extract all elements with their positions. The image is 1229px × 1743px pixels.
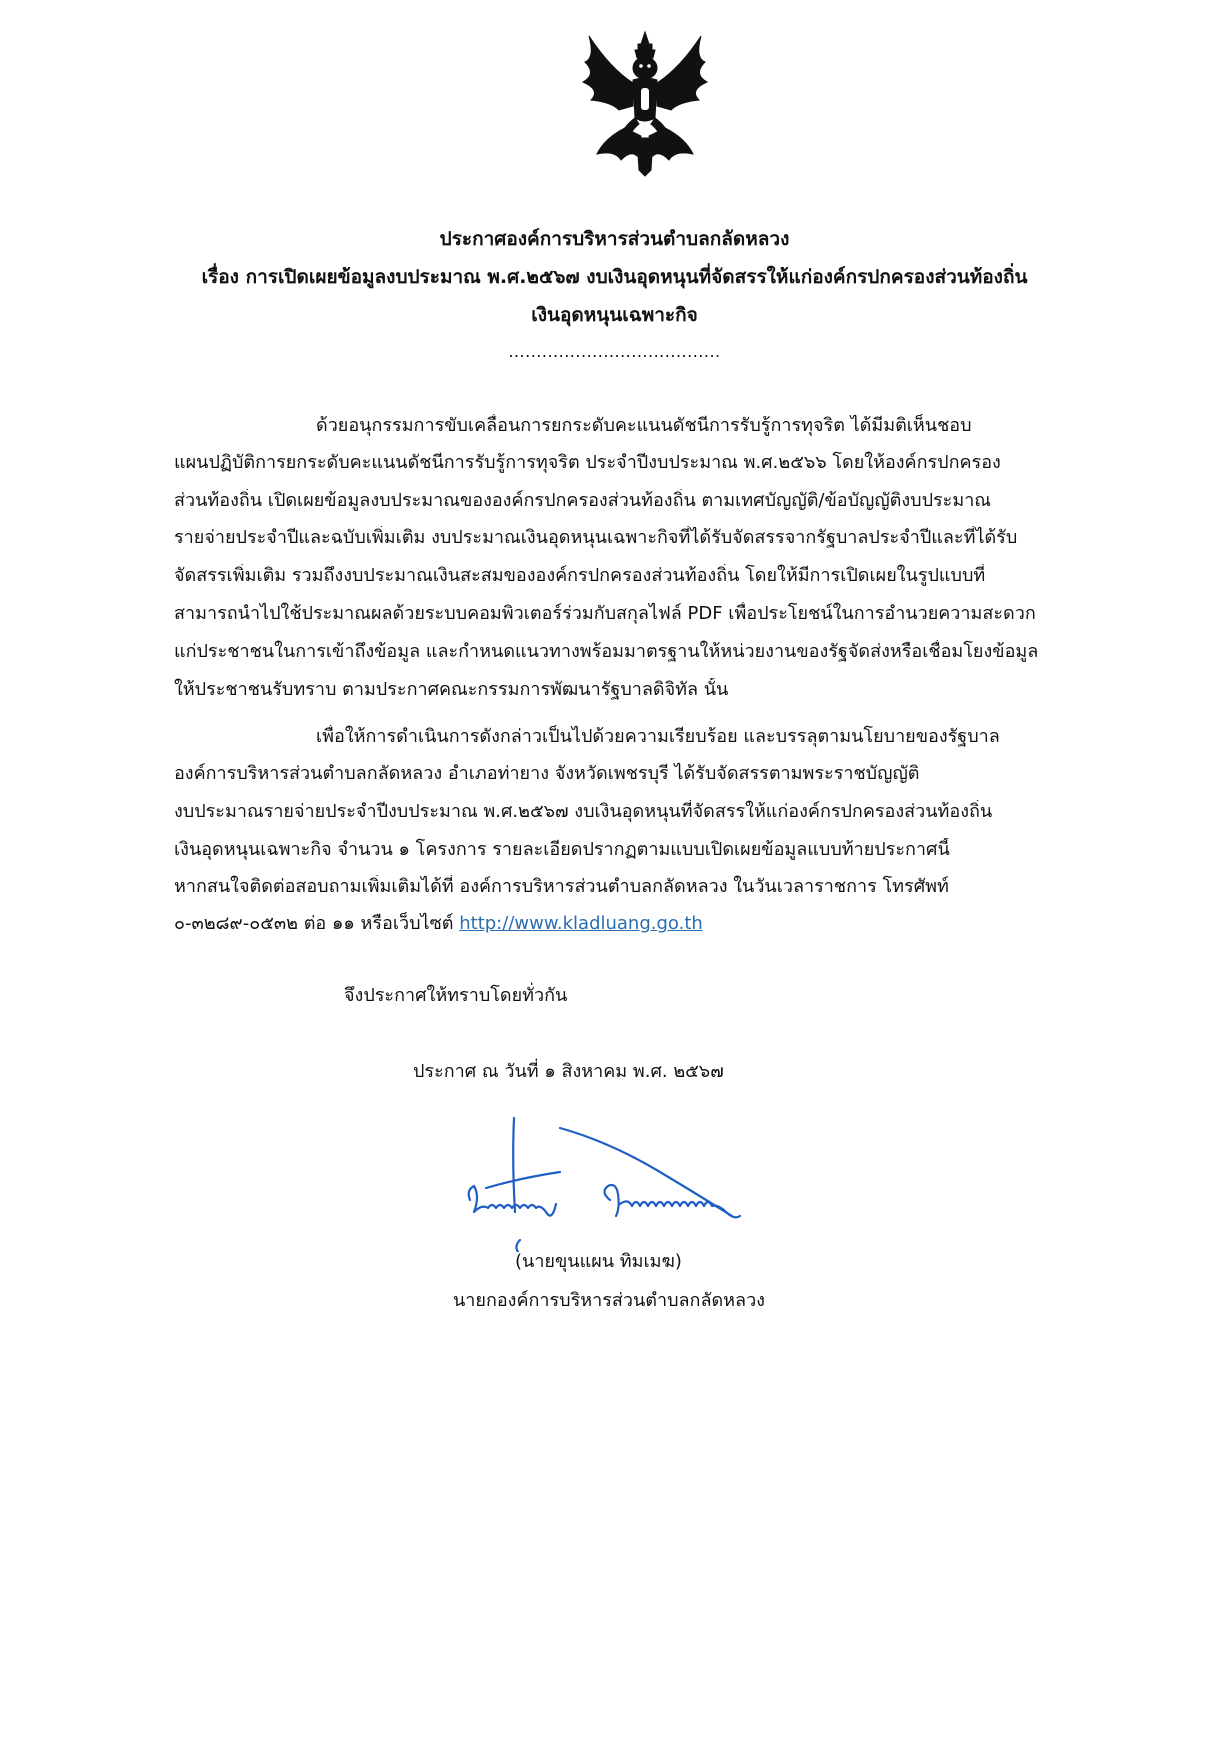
signature-icon xyxy=(460,1112,790,1252)
contact-phone-text: ๐-๓๒๘๙-๐๕๓๒ ต่อ ๑๑ หรือเว็บไซต์ xyxy=(174,913,460,934)
garuda-emblem-icon xyxy=(575,28,715,178)
body-line: องค์การบริหารส่วนตำบลกลัดหลวง อำเภอท่ายาง จังหวัดเพชรบุรี ได้รับจัดสรรตามพระราชบัญญัติ xyxy=(174,763,920,784)
announcement-title: ประกาศองค์การบริหารส่วนตำบลกลัดหลวง xyxy=(439,228,790,250)
body-line: หากสนใจติดต่อสอบถามเพิ่มเติมได้ที่ องค์การบริหารส่วนตำบลกลัดหลวง ในวันเวลาราชการ โทรศัพท์ xyxy=(174,876,949,897)
body-line: แผนปฏิบัติการยกระดับคะแนนดัชนีการรับรู้การทุจริต ประจำปีงบประมาณ พ.ศ.๒๕๖๖ โดยให้องค์กรปกครอง xyxy=(174,452,1001,473)
signer-title: นายกองค์การบริหารส่วนตำบลกลัดหลวง xyxy=(453,1290,765,1311)
body-line: ให้ประชาชนรับทราบ ตามประกาศคณะกรรมการพัฒนารัฐบาลดิจิทัล นั้น xyxy=(174,679,729,700)
body-line: เงินอุดหนุนเฉพาะกิจ จำนวน ๑ โครงการ รายละเอียดปรากฏตามแบบเปิดเผยข้อมูลแบบท้ายประกาศนี้ xyxy=(174,839,950,860)
announcement-subject: เรื่อง การเปิดเผยข้อมูลงบประมาณ พ.ศ.๒๕๖๗ งบเงินอุดหนุนที่จัดสรรให้แก่องค์กรปกครองส่วนท้องถิ่น xyxy=(201,266,1028,288)
closing-statement: จึงประกาศให้ทราบโดยทั่วกัน xyxy=(344,985,568,1006)
body-line: ส่วนท้องถิ่น เปิดเผยข้อมูลงบประมาณขององค์กรปกครองส่วนท้องถิ่น ตามเทศบัญญัติ/ข้อบัญญัติงบประมาณ xyxy=(174,490,992,511)
body-line: เพื่อให้การดำเนินการดังกล่าวเป็นไปด้วยความเรียบร้อย และบรรลุตามนโยบายของรัฐบาล xyxy=(316,726,1000,747)
body-line: สามารถนำไปใช้ประมาณผลด้วยระบบคอมพิวเตอร์ร่วมกับสกุลไฟล์ PDF เพื่อประโยชน์ในการอำนวยความสะดวก xyxy=(174,603,1036,624)
body-line: ด้วยอนุกรรมการขับเคลื่อนการยกระดับคะแนนดัชนีการรับรู้การทุจริต ได้มีมติเห็นชอบ xyxy=(316,415,972,436)
title-separator: ...................................... xyxy=(508,342,721,361)
signer-name: (นายขุนแผน ทิมเมฆ) xyxy=(515,1251,682,1272)
website-link[interactable]: http://www.kladluang.go.th xyxy=(459,913,703,934)
body-line: จัดสรรเพิ่มเติม รวมถึงงบประมาณเงินสะสมขององค์กรปกครองส่วนท้องถิ่น โดยให้มีการเปิดเผยในรูปแบบที่ xyxy=(174,565,986,586)
contact-line xyxy=(174,912,1144,936)
body-line: แก่ประชาชนในการเข้าถึงข้อมูล และกำหนดแนวทางพร้อมมาตรฐานให้หน่วยงานของรัฐจัดส่งหรือเชื่อมโยงข้อมูล xyxy=(174,641,1039,662)
body-line: งบประมาณรายจ่ายประจำปีงบประมาณ พ.ศ.๒๕๖๗ งบเงินอุดหนุนที่จัดสรรให้แก่องค์กรปกครองส่วนท้องถิ่น xyxy=(174,801,993,822)
announcement-date: ประกาศ ณ วันที่ ๑ สิงหาคม พ.ศ. ๒๕๖๗ xyxy=(413,1061,724,1082)
body-line: รายจ่ายประจำปีและฉบับเพิ่มเติม งบประมาณเงินอุดหนุนเฉพาะกิจที่ได้รับจัดสรรจากรัฐบาลประจำปีและที่ได้รับ xyxy=(174,527,1018,548)
announcement-subject-continued: เงินอุดหนุนเฉพาะกิจ xyxy=(531,304,698,326)
